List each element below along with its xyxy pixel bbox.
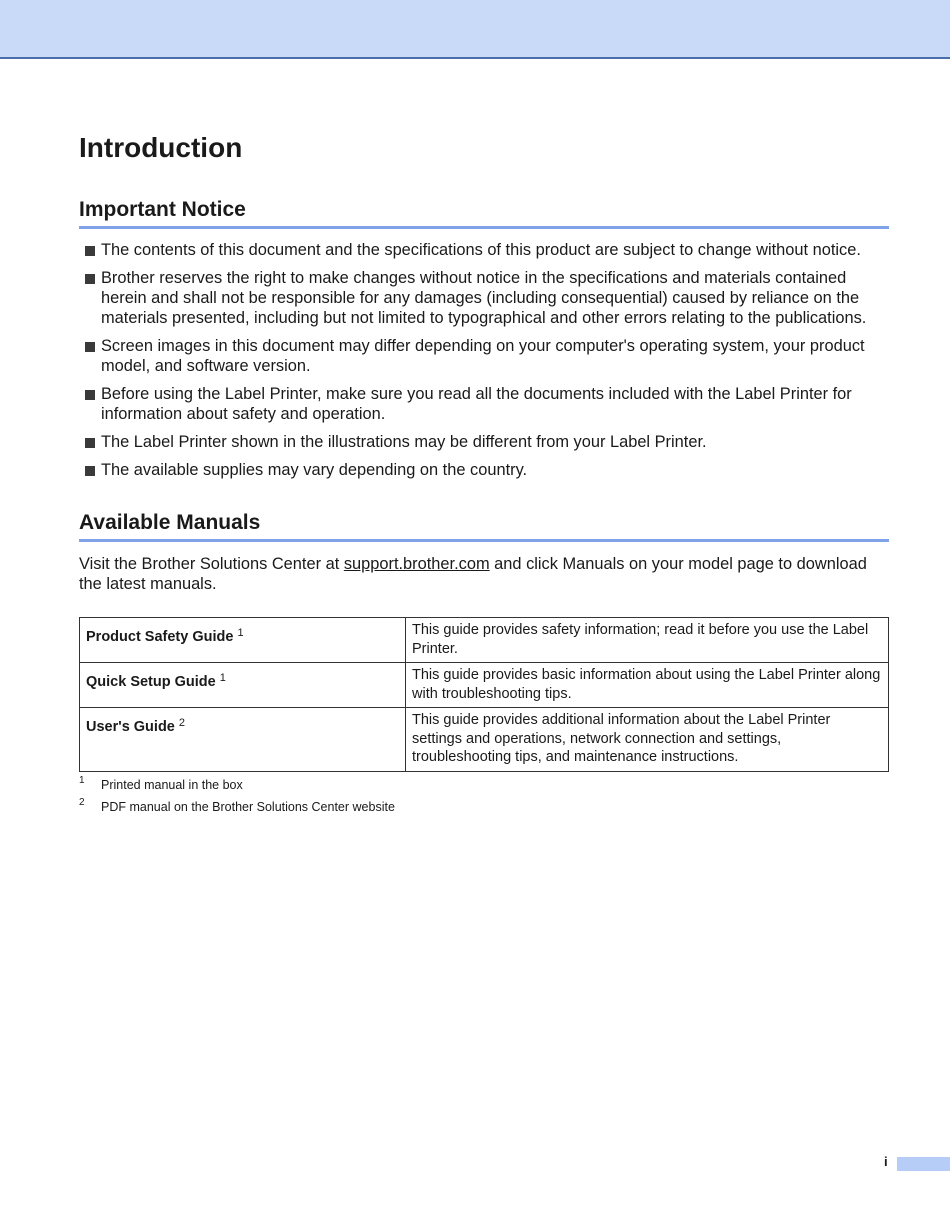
square-bullet-icon xyxy=(85,342,95,352)
important-notice-heading: Important Notice xyxy=(79,198,889,229)
intro-text-after: and click Manuals on your model page to download the latest manuals. xyxy=(79,555,867,593)
list-item xyxy=(79,460,891,480)
square-bullet-icon xyxy=(85,438,95,448)
footnote xyxy=(79,799,889,821)
list-item-text: Screen images in this document may differ depending on your computer's operating system, your product model, and software version. xyxy=(101,337,865,375)
page-title: Introduction xyxy=(79,132,243,163)
list-item xyxy=(79,432,891,452)
manual-name: User's Guide xyxy=(86,719,175,735)
list-item-text: The Label Printer shown in the illustrations may be different from your Label Printer. xyxy=(101,433,707,451)
footnote-ref: 2 xyxy=(178,717,186,729)
intro-text-before: Visit the Brother Solutions Center at xyxy=(79,555,344,573)
list-item-text: The contents of this document and the specifications of this product are subject to change without notice. xyxy=(101,241,861,259)
footnote-ref: 1 xyxy=(237,627,244,639)
list-item xyxy=(79,240,891,260)
manuals-table xyxy=(79,617,889,772)
table-row xyxy=(80,618,889,663)
square-bullet-icon xyxy=(85,246,95,256)
available-manuals-heading: Available Manuals xyxy=(79,511,889,542)
manual-name: Quick Setup Guide xyxy=(86,674,216,690)
square-bullet-icon xyxy=(85,274,95,284)
list-item-text: Before using the Label Printer, make sure you read all the documents included with the Label Printer for information about safety and operation. xyxy=(101,385,852,423)
manual-name-cell xyxy=(80,618,406,663)
table-row xyxy=(80,708,889,772)
square-bullet-icon xyxy=(85,390,95,400)
footnote-text: Printed manual in the box xyxy=(101,778,243,792)
manuals-intro xyxy=(79,554,891,594)
page-number: i xyxy=(884,1154,888,1169)
list-item xyxy=(79,384,891,424)
list-item xyxy=(79,336,891,376)
manual-name-cell xyxy=(80,663,406,708)
support-link[interactable]: support.brother.com xyxy=(343,555,490,573)
footnote-number: 1 xyxy=(79,775,85,786)
footnote xyxy=(79,777,889,799)
footnote-number: 2 xyxy=(79,797,85,808)
square-bullet-icon xyxy=(85,466,95,476)
table-row xyxy=(80,663,889,708)
footnote-ref: 1 xyxy=(219,672,226,684)
manual-description: This guide provides additional information about the Label Printer settings and operations, network connection and settings, troubleshooting tips, and maintenance instructions. xyxy=(406,708,889,772)
manual-name: Product Safety Guide xyxy=(86,629,234,645)
list-item-text: Brother reserves the right to make changes without notice in the specifications and materials contained herein and shall not be responsible for any damages (including consequential) caused by reliance on the materials presented, including but not limited to typographical and other errors relating to the publications. xyxy=(101,269,867,327)
page-tab-marker xyxy=(897,1157,950,1171)
manual-description: This guide provides safety information; read it before you use the Label Printer. xyxy=(406,618,889,663)
notice-list xyxy=(79,240,891,488)
footnote-text: PDF manual on the Brother Solutions Center website xyxy=(101,800,395,814)
manual-description: This guide provides basic information about using the Label Printer along with troubleshooting tips. xyxy=(406,663,889,708)
header-band xyxy=(0,0,950,59)
list-item xyxy=(79,268,891,328)
footnotes xyxy=(79,777,889,821)
manual-name-cell xyxy=(80,708,406,772)
list-item-text: The available supplies may vary depending on the country. xyxy=(101,461,528,479)
